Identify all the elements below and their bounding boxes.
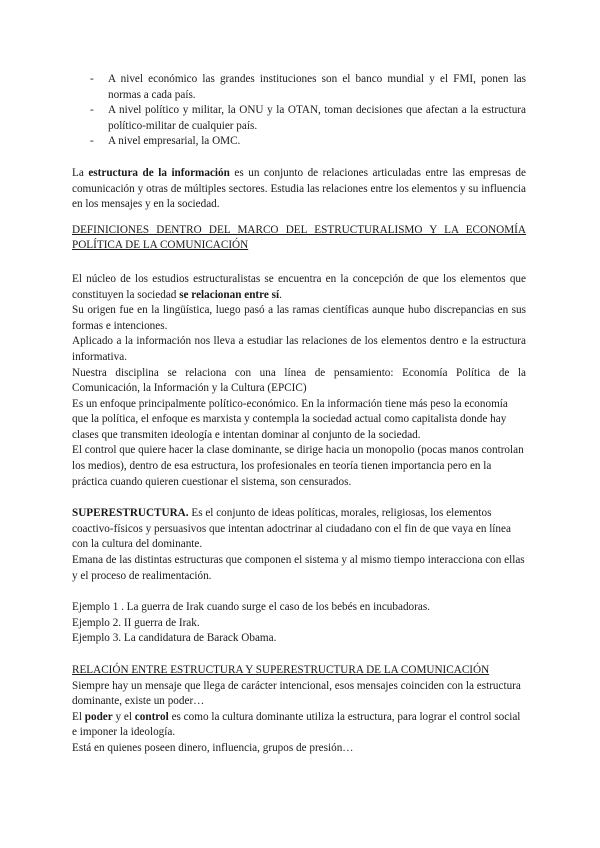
example-item: Ejemplo 2. II guerra de Irak. [72, 616, 200, 629]
example-item: Ejemplo 1 . La guerra de Irak cuando surge el caso de los bebés en incubadoras. [72, 601, 430, 614]
list-item [72, 72, 526, 103]
paragraph-nucleo: El núcleo de los estudios estructuralistas se encuentra en la concepción de que los elementos que constituyen la sociedad se relacionan entre sí. [72, 272, 526, 301]
paragraph-origen: Su origen fue en la lingüística, luego pasó a las ramas científicas aunque hubo discrepancias en sus formas e intenciones. [72, 304, 526, 332]
paragraph-emana: Emana de las distintas estructuras que componen el sistema y al mismo tiempo interacciona con ellas y el proceso de realimentación. [72, 554, 525, 582]
paragraph-aplicado: Aplicado a la información nos lleva a estudiar las relaciones de los elementos dentro e la estructura informativa. [72, 335, 526, 363]
section-heading: RELACIÓN ENTRE ESTRUCTURA Y SUPERESTRUCTURA DE LA COMUNICACIÓN [72, 664, 490, 676]
paragraph-mensaje: Siempre hay un mensaje que llega de carácter intencional, esos mensajes coinciden con la estructura dominante, existe un poder… [72, 679, 521, 708]
bullet-list [72, 72, 526, 150]
bullet-text: A nivel político y militar, la ONU y la OTAN, toman decisiones que afectan a la estructura político-militar de cualquier país. [108, 104, 526, 132]
example-item: Ejemplo 3. La candidatura de Barack Obama. [72, 632, 277, 645]
list-item [72, 134, 526, 150]
paragraph-quienes: Está en quienes poseen dinero, influencia, grupos de presión… [72, 741, 354, 754]
bold-term: SUPERESTRUCTURA. [72, 507, 189, 520]
bold-term: control [134, 710, 169, 723]
paragraph-enfoque: Es un enfoque principalmente político-económico. En la información tiene más peso la economía que la política, el enfoque es marxista y contempla la sociedad actual como capitalista donde hay clases que transmiten ideología e intentan dominar al conjunto de la sociedad. [72, 397, 508, 441]
paragraph-disciplina: Nuestra disciplina se relaciona con una línea de pensamiento: Economía Política de la Comunicación, la Información y la Cultura (EPCIC) [72, 366, 526, 395]
bold-term: poder [84, 710, 113, 723]
paragraph-control: El control que quiere hacer la clase dominante, se dirige hacia un monopolio (pocas manos controlan los medios), dentro de esa estructura, los profesionales en teoría tienen importancia pero en la práctica cuando quieren cuestionar el sistema, son censurados. [72, 444, 524, 488]
list-item [72, 103, 526, 134]
bullet-dash: - [90, 135, 94, 148]
paragraph-poder: El poder y el control es como la cultura dominante utiliza la estructura, para lograr el control social e imponer la ideología. [72, 710, 521, 739]
bold-term: se relacionan entre sí [179, 288, 280, 301]
document-body [72, 72, 526, 757]
bullet-dash: - [90, 73, 94, 85]
paragraph-estructura: La estructura de la información es un conjunto de relaciones articuladas entre las empresas de comunicación y otras de múltiples sectores. Estudia las relaciones entre los elementos y su influencia en los mensajes y en la sociedad. [72, 166, 526, 211]
bullet-text: A nivel empresarial, la OMC. [108, 135, 241, 148]
bullet-dash: - [90, 104, 94, 117]
bold-term: estructura de la información [88, 166, 230, 179]
bullet-text: A nivel económico las grandes instituciones son el banco mundial y el FMI, ponen las normas a cada país. [108, 73, 526, 101]
section-heading: DEFINICIONES DENTRO DEL MARCO DEL ESTRUCTURALISMO Y LA ECONOMÍA POLÍTICA DE LA COMUNICACIÓN [72, 223, 526, 252]
paragraph-superestructura: SUPERESTRUCTURA. Es el conjunto de ideas políticas, morales, religiosas, los elementos coactivo-físicos y persuasivos que intentan adoctrinar al ciudadano con el fin de que vaya en línea con la cultura del dominante. [72, 507, 511, 551]
